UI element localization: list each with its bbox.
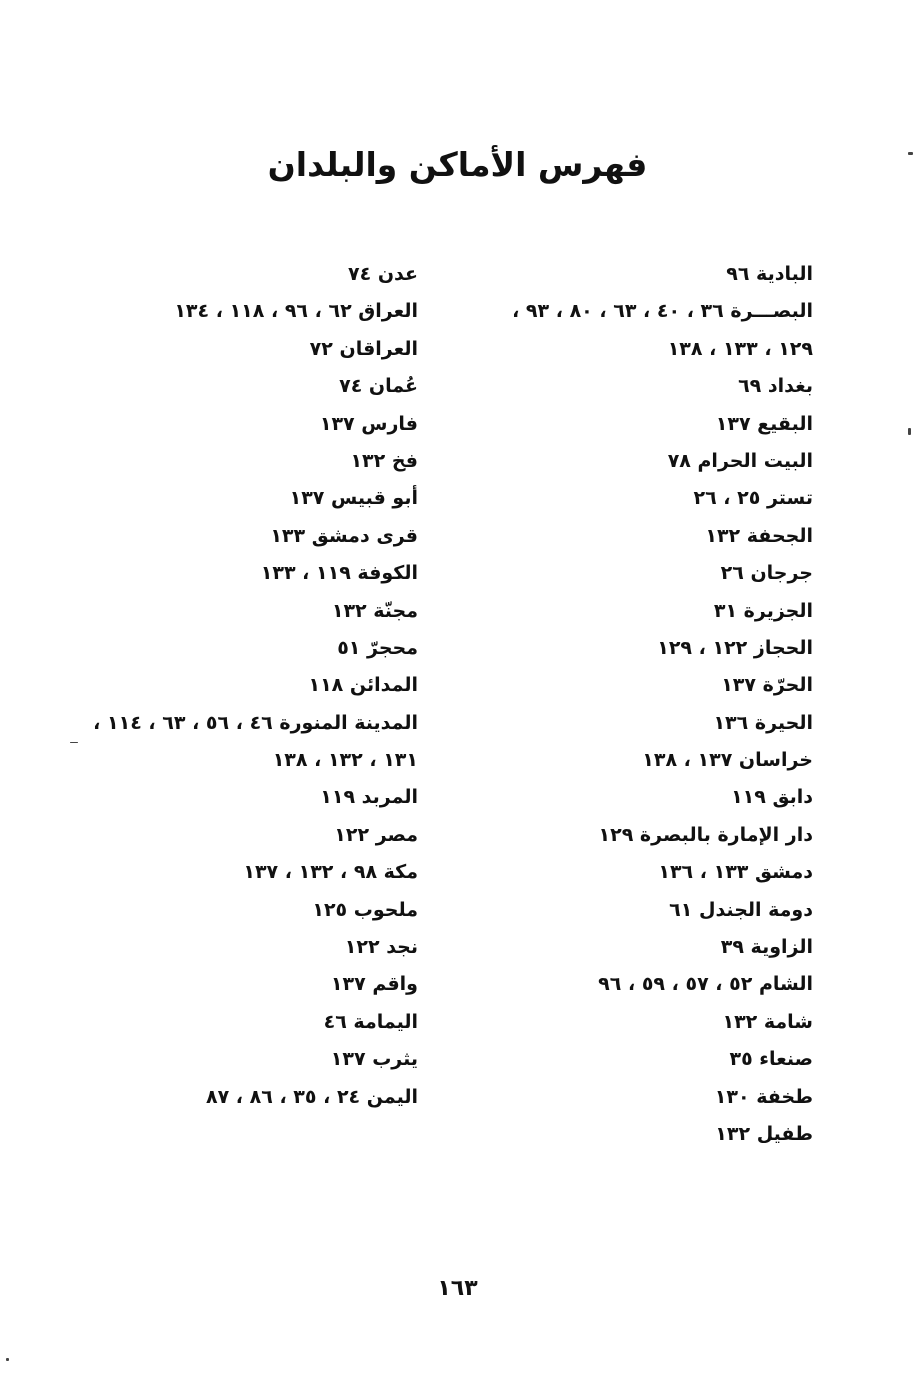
index-entry: طفيل ١٣٢ [715,1122,813,1145]
index-entry: فخ ١٣٢ [350,449,418,472]
index-entry: المربد ١١٩ [320,786,418,809]
index-entry: الحيرة ١٣٦ [713,711,813,734]
index-entry: خراسان ١٣٧ ، ١٣٨ [642,749,813,772]
index-entry: اليمامة ٤٦ [323,1010,418,1033]
index-entry: الجزيرة ٣١ [713,599,813,622]
index-entry: الحجاز ١٢٢ ، ١٢٩ [657,636,813,659]
index-entry: ١٣١ ، ١٣٢ ، ١٣٨ [272,749,418,772]
index-entry: الزاوية ٣٩ [720,936,813,959]
index-entry: البقيع ١٣٧ [715,412,813,435]
index-entry: دار الإمارة بالبصرة ١٢٩ [598,823,813,846]
index-column-right [443,256,813,1153]
index-entry: أبو قبيس ١٣٧ [289,487,418,510]
index-entry: ملحوب ١٢٥ [312,898,418,921]
index-entry: العراقان ٧٢ [309,337,418,360]
scan-speck [908,428,911,435]
index-entry: دمشق ١٣٣ ، ١٣٦ [658,861,813,884]
scan-speck [70,742,78,743]
index-entry: جرجان ٢٦ [720,562,813,585]
index-entry: فارس ١٣٧ [319,412,418,435]
index-entry: مجنّة ١٣٢ [331,599,418,622]
index-entry: محجرّ ٥١ [337,636,418,659]
index-entry: صنعاء ٣٥ [729,1048,813,1071]
index-entry: المدينة المنورة ٤٦ ، ٥٦ ، ٦٣ ، ١١٤ ، [93,711,418,734]
index-entry: نجد ١٢٢ [344,936,418,959]
index-entry: مكة ٩٨ ، ١٣٢ ، ١٣٧ [243,861,418,884]
scan-speck [6,1358,9,1361]
index-entry: الشام ٥٢ ، ٥٧ ، ٥٩ ، ٩٦ [598,973,813,996]
index-entry: تستر ٢٥ ، ٢٦ [693,487,813,510]
index-entry: يثرب ١٣٧ [330,1048,418,1071]
index-entry: البادية ٩٦ [726,263,813,285]
index-entry: واقم ١٣٧ [330,973,418,996]
index-entry: بغداد ٦٩ [738,375,813,398]
index-entry: ١٢٩ ، ١٣٣ ، ١٣٨ [667,337,813,360]
scan-speck [908,152,913,155]
index-entry: الحرّة ١٣٧ [721,674,813,697]
index-entry: المدائن ١١٨ [308,674,418,697]
page-title: فهرس الأماكن والبلدان [267,145,648,184]
index-entry: العراق ٦٢ ، ٩٦ ، ١١٨ ، ١٣٤ [174,300,418,323]
index-entry: البصـــرة ٣٦ ، ٤٠ ، ٦٣ ، ٨٠ ، ٩٣ ، [512,300,813,323]
index-entry: عُمان ٧٤ [339,375,418,398]
index-entry: الجحفة ١٣٢ [705,524,813,547]
index-entry: الكوفة ١١٩ ، ١٣٣ [260,562,418,585]
index-entry: اليمن ٢٤ ، ٣٥ ، ٨٦ ، ٨٧ [205,1085,418,1108]
index-column-left [38,256,418,1116]
index-entry: دومة الجندل ٦١ [669,898,813,921]
index-entry: مصر ١٢٢ [334,823,418,846]
page-number: ١٦٣ [437,1276,478,1301]
index-entry: طخفة ١٣٠ [714,1085,813,1108]
index-entry: البيت الحرام ٧٨ [667,449,813,472]
index-entry: شامة ١٣٢ [722,1010,813,1033]
index-entry: قرى دمشق ١٣٣ [270,524,418,547]
index-entry: عدن ٧٤ [348,263,418,285]
index-entry: دابق ١١٩ [731,786,813,809]
